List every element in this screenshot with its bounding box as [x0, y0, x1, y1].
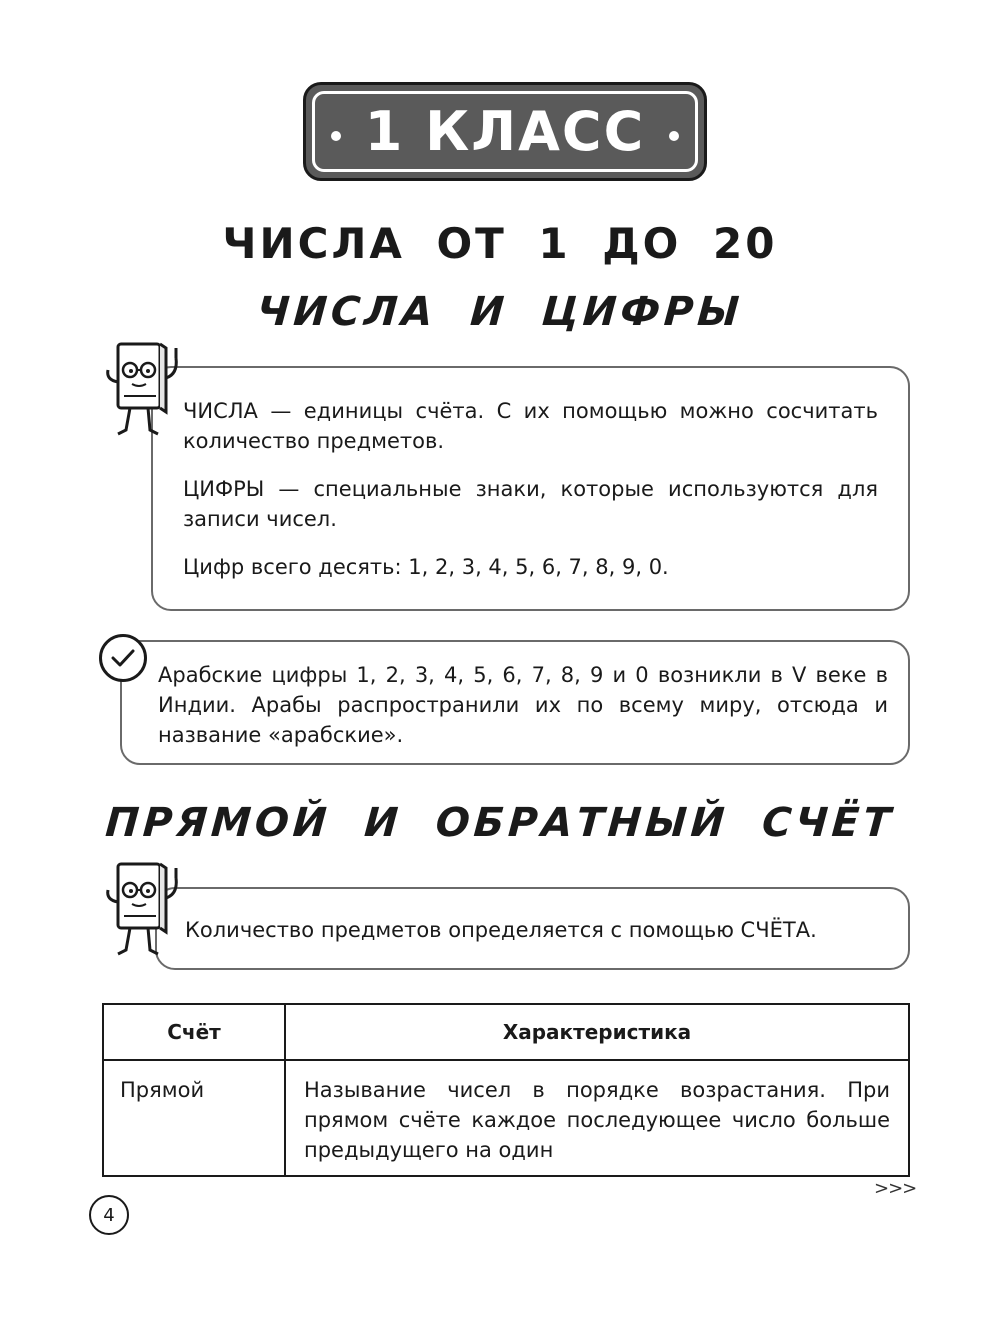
- section-title-numbers-digits: ЧИСЛА И ЦИФРЫ: [255, 289, 745, 335]
- book-mascot-icon: [100, 338, 186, 442]
- class-badge: [303, 82, 707, 181]
- digits-count: Цифр всего десять: 1, 2, 3, 4, 5, 6, 7, 8, 9, 0.: [183, 555, 669, 579]
- fact-box: [120, 640, 910, 765]
- table-header-row: [103, 1004, 909, 1060]
- definition-box: [151, 366, 910, 611]
- definition-digits: ЦИФРЫ — специальные знаки, которые используются для записи чисел.: [183, 477, 878, 531]
- badge-dot-left: [331, 131, 341, 141]
- table-header-count: Счёт: [103, 1004, 285, 1060]
- table-cell-type: Прямой: [103, 1060, 285, 1176]
- table-cell-description: Называние чисел в порядке возрастания. При прямом счёте каждое последующее число больше предыдущего на один: [285, 1060, 909, 1176]
- table-header-characteristic: Характеристика: [285, 1004, 909, 1060]
- definition-numbers: ЧИСЛА — единицы счёта. С их помощью можно сосчитать количество предметов.: [183, 399, 878, 453]
- continue-marker: >>>: [874, 1178, 917, 1199]
- counting-table: [102, 1003, 910, 1177]
- fact-text: Арабские цифры 1, 2, 3, 4, 5, 6, 7, 8, 9 и 0 возникли в V веке в Индии. Арабы распространили их по всему миру, отсюда и название «арабские».: [158, 663, 888, 747]
- counting-note-text: Количество предметов определяется с помощью СЧЁТА.: [185, 918, 817, 942]
- check-circle-icon: [99, 634, 147, 682]
- section-title-counting: ПРЯМОЙ И ОБРАТНЫЙ СЧЁТ: [103, 800, 897, 846]
- chapter-title: ЧИСЛА ОТ 1 ДО 20: [222, 219, 778, 268]
- badge-dot-right: [669, 131, 679, 141]
- table-row: [103, 1060, 909, 1176]
- class-badge-frame: [312, 91, 698, 172]
- counting-note-box: [155, 887, 910, 970]
- class-badge-text: 1 КЛАСС: [364, 99, 646, 163]
- book-mascot-icon: [100, 858, 186, 962]
- page-number: 4: [89, 1195, 129, 1235]
